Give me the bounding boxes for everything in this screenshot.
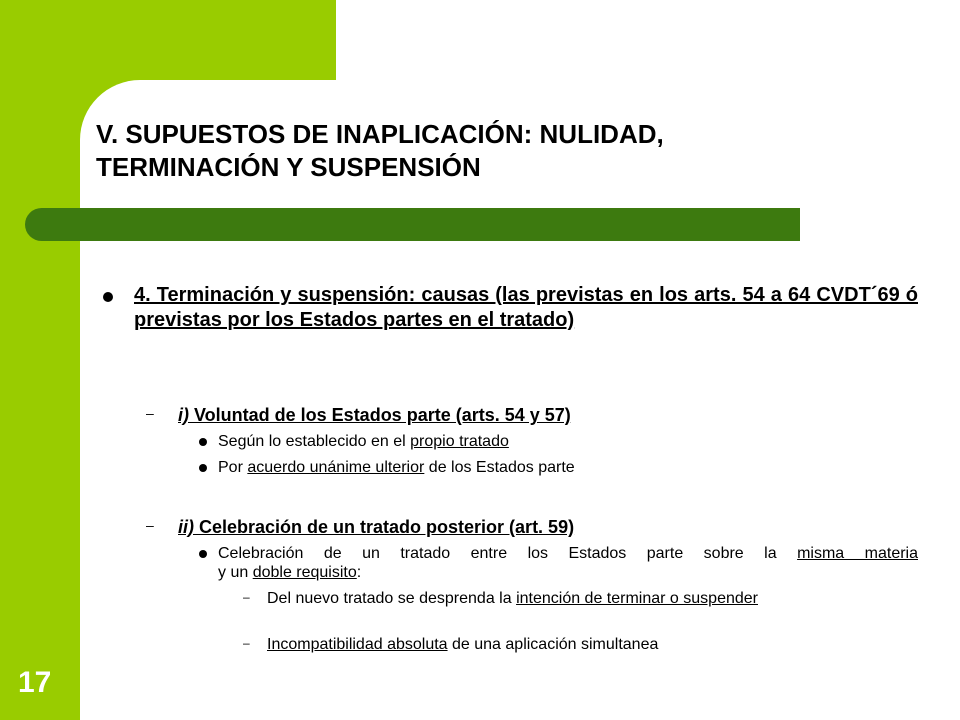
bullet-icon xyxy=(199,438,207,446)
bullet-icon xyxy=(199,464,207,472)
section2-sub1: Del nuevo tratado se desprenda la intención de terminar o suspender xyxy=(267,590,758,607)
section1-item1: Según lo establecido en el propio tratado xyxy=(218,433,509,450)
section2-item1 xyxy=(218,544,918,582)
section2-item1-line2: y un doble requisito: xyxy=(218,564,362,581)
title-line-1: V. SUPUESTOS DE INAPLICACIÓN: NULIDAD, xyxy=(96,119,664,149)
dash-icon: – xyxy=(146,405,154,421)
page-number: 17 xyxy=(18,666,52,699)
section1-heading: i) Voluntad de los Estados parte (arts. 54 y 57) xyxy=(178,405,571,425)
section2-heading: ii) Celebración de un tratado posterior (art. 59) xyxy=(178,517,575,537)
main-bullet-text: 4. Terminación y suspensión: causas (las previstas en los arts. 54 a 64 CVDT´69 ó previstas por los Estados partes en el tratado) xyxy=(134,284,918,331)
dash-icon: – xyxy=(243,590,250,604)
section2-sub2: Incompatibilidad absoluta de una aplicación simultanea xyxy=(267,636,659,653)
title-line-2: TERMINACIÓN Y SUSPENSIÓN xyxy=(96,152,481,182)
section1-item2: Por acuerdo unánime ulterior de los Estados parte xyxy=(218,459,575,476)
section2-item1-line1: Celebración de un tratado entre los Estados parte sobre la misma materia xyxy=(218,545,918,562)
dash-icon: – xyxy=(243,636,250,650)
main-bullet-icon xyxy=(103,292,113,302)
bullet-icon xyxy=(199,550,207,558)
dash-icon: – xyxy=(146,517,154,533)
